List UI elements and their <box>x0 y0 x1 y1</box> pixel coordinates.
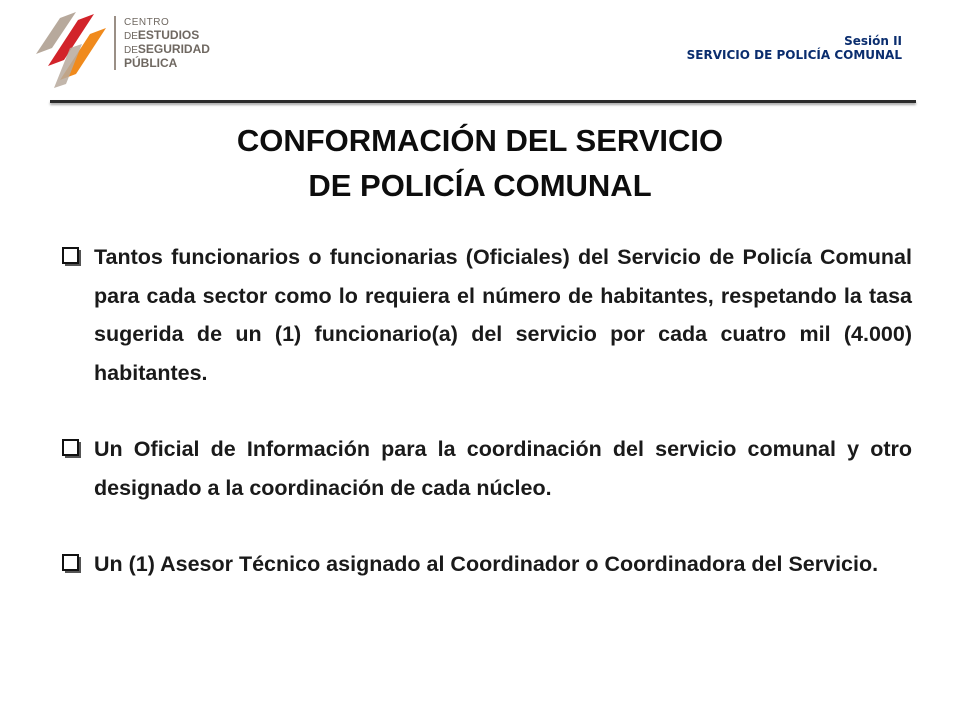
logo-line-4: PÚBLICA <box>124 56 178 70</box>
session-number: Sesión II <box>844 34 902 48</box>
bullet-list <box>62 238 912 584</box>
checkbox-bullet-icon <box>62 439 82 459</box>
checkbox-bullet-icon <box>62 247 82 267</box>
bullet-item <box>62 238 912 392</box>
bullet-item <box>62 545 912 584</box>
logo-line-1: CENTRO <box>124 17 170 28</box>
logo-line-3: DESEGURIDAD <box>124 42 210 56</box>
header-divider <box>50 100 916 103</box>
bullet-text: Un (1) Asesor Técnico asignado al Coordinador o Coordinadora del Servicio. <box>94 552 879 576</box>
bullet-text: Un Oficial de Información para la coordinación del servicio comunal y otro designado a la coordinación de cada núcleo. <box>94 437 912 500</box>
bullet-text: Tantos funcionarios o funcionarias (Oficiales) del Servicio de Policía Comunal para cada sector como lo requiera el número de habitantes, respetando la tasa sugerida de un (1) funcionario(a) del servicio por cada cuatro mil (4.000) habitantes. <box>94 245 912 385</box>
checkbox-bullet-icon <box>62 554 82 574</box>
cesp-logo <box>30 8 210 88</box>
bullet-item <box>62 430 912 507</box>
slide-title <box>0 118 960 208</box>
session-module: SERVICIO DE POLICÍA COMUNAL <box>686 48 902 62</box>
cesp-logo-text <box>114 16 210 70</box>
logo-line-2: DEESTUDIOS <box>124 28 200 42</box>
cesp-logo-mark-icon <box>30 8 110 88</box>
slide-title-line-2: DE POLICÍA COMUNAL <box>308 168 652 203</box>
session-header <box>687 34 902 62</box>
slide-title-line-1: CONFORMACIÓN DEL SERVICIO <box>236 123 724 158</box>
